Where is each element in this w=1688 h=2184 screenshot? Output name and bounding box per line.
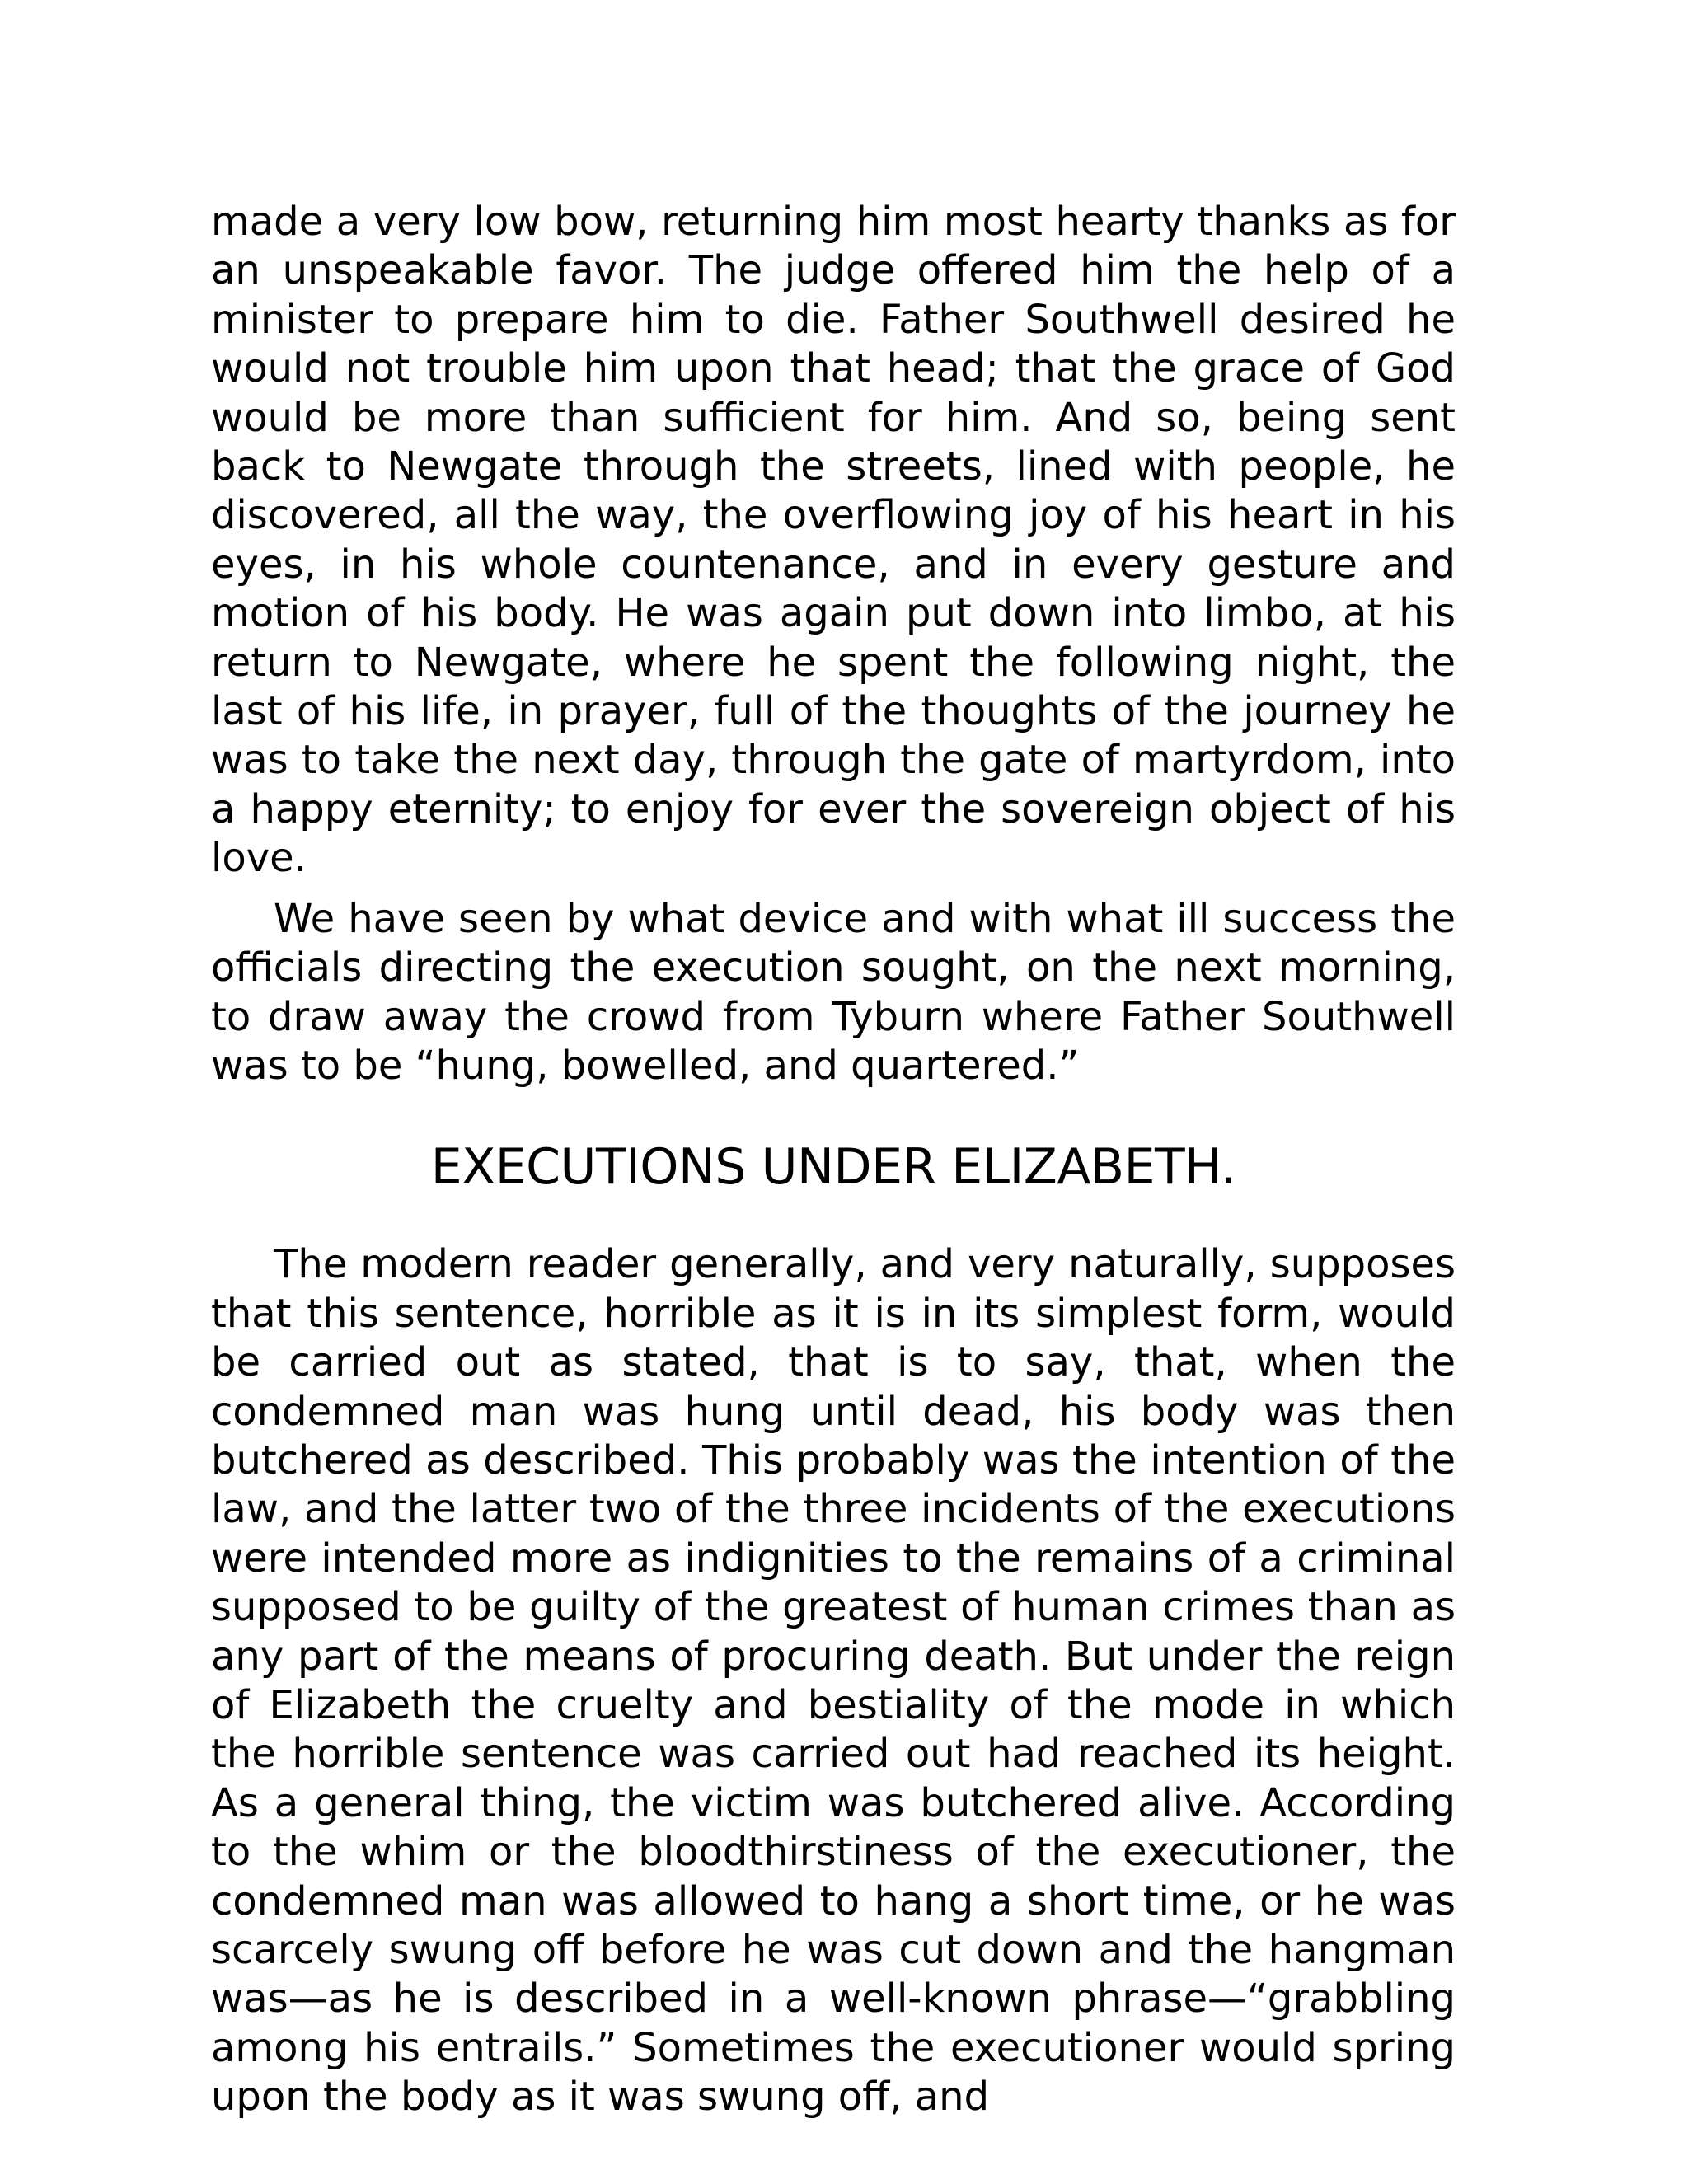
body-paragraph: made a very low bow, returning him most hearty thanks as for an unspeakable favor. The judge offered him the help of a minister to prepare him to die. Father Southwell desired he would not trouble him upon that head; that the grace of God would be more than sufficient for him. And so, being sent back to Newgate through the streets, lined with people, he discovered, all the way, the overflowing joy of his heart in his eyes, in his whole countenance, and in every gesture and motion of his body. He was again put down into limbo, at his return to Newgate, where he spent the following night, the last of his life, in prayer, full of the thoughts of the journey he was to take the next day, through the gate of martyrdom, into a happy eternity; to enjoy for ever the sovereign object of his love. <box>211 199 1456 882</box>
book-page <box>211 198 1456 2122</box>
body-paragraph: The modern reader generally, and very naturally, supposes that this sentence, horrible as it is in its simplest form, would be carried out as stated, that is to say, that, when the condemned man was hung until dead, his body was then butchered as described. This probably was the intention of the law, and the latter two of the three incidents of the executions were intended more as indignities to the remains of a criminal supposed to be guilty of the greatest of human crimes than as any part of the means of procuring death. But under the reign of Elizabeth the cruelty and bestiality of the mode in which the horrible sentence was carried out had reached its height. As a general thing, the victim was butchered alive. According to the whim or the bloodthirstiness of the executioner, the condemned man was allowed to hang a short time, or he was scarcely swung off before he was cut down and the hangman was—as he is described in a well-known phrase—“grabbling among his entrails.” Sometimes the executioner would spring upon the body as it was swung off, and <box>211 1241 1456 2121</box>
body-paragraph: We have seen by what device and with what ill success the officials directing the execution sought, on the next morning, to draw away the crowd from Tyburn where Father Southwell was to be “hung, bowelled, and quartered.” <box>211 895 1456 1089</box>
section-heading: EXECUTIONS UNDER ELIZABETH. <box>430 1138 1236 1197</box>
